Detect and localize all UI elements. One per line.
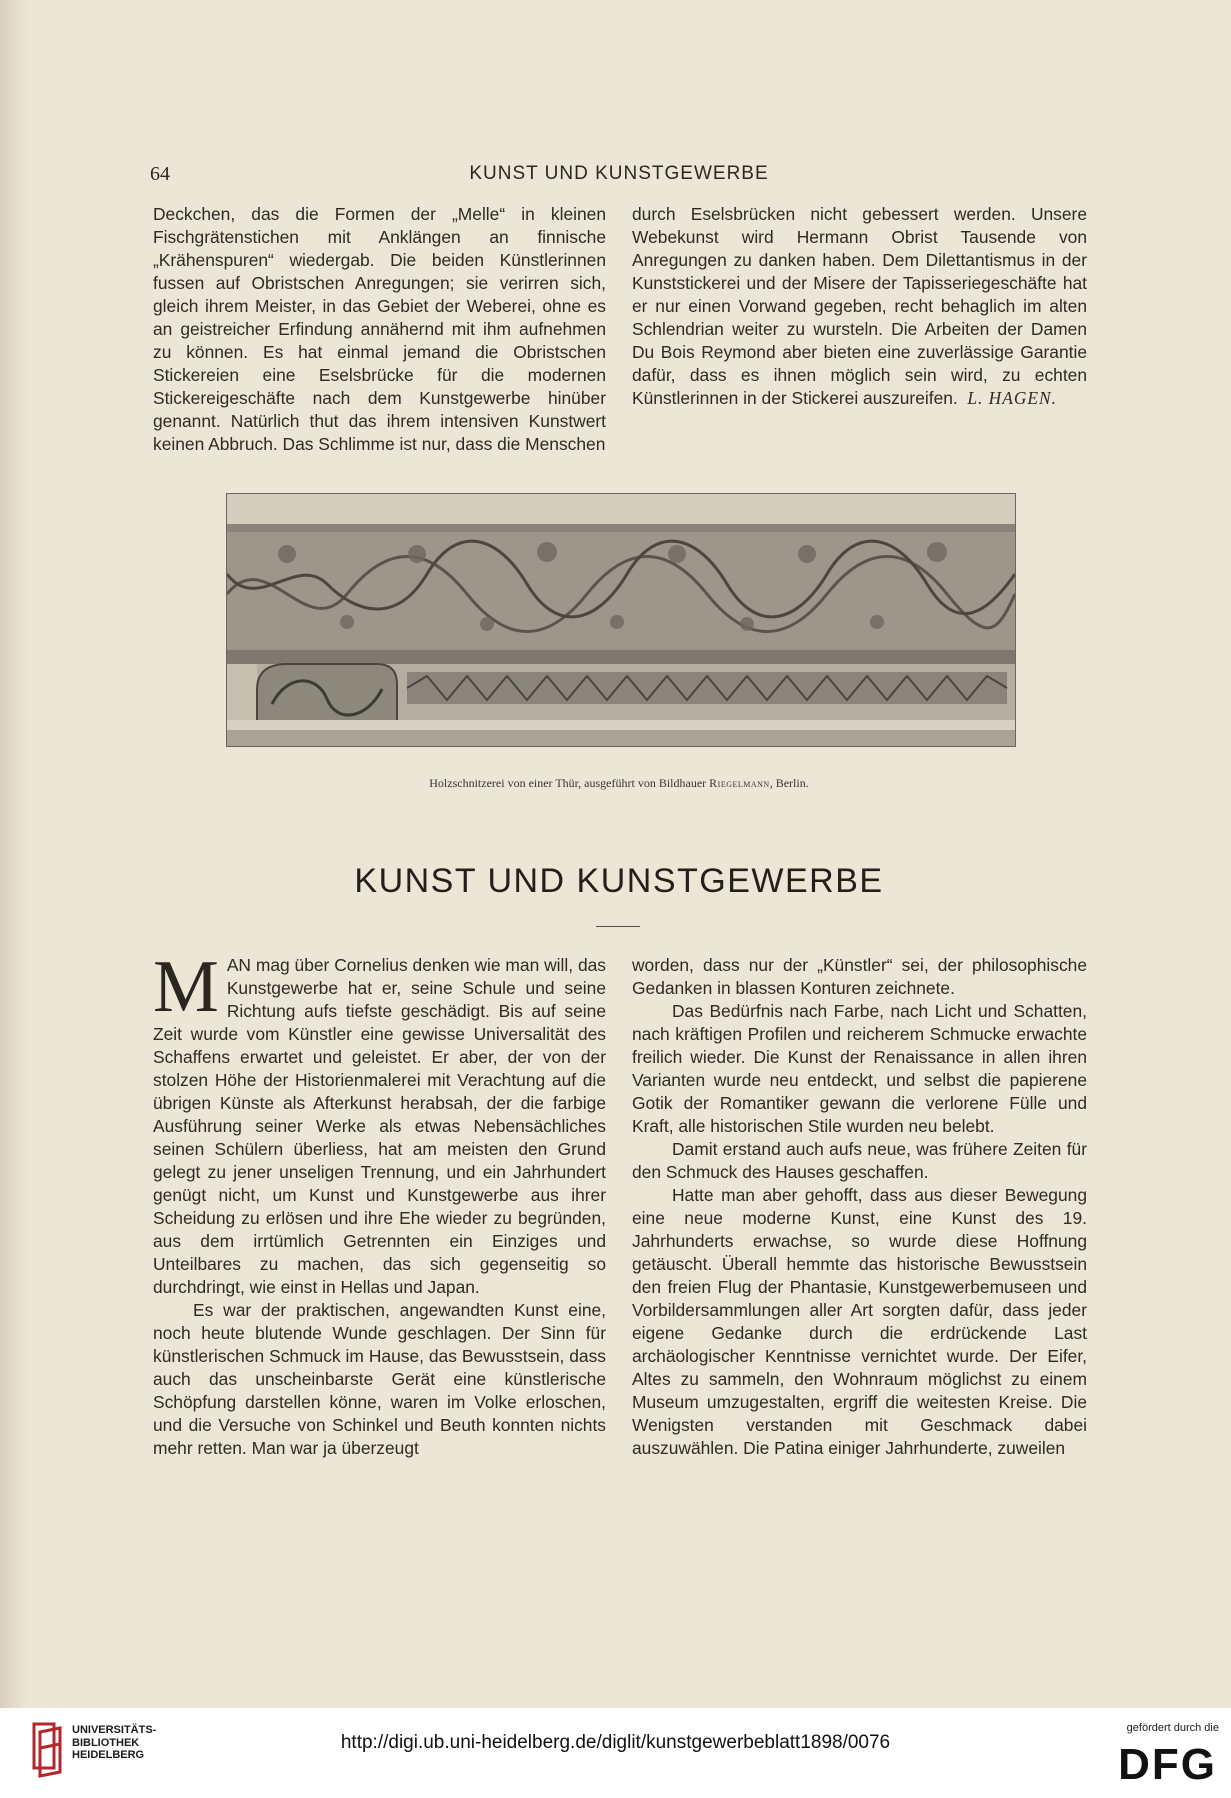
top-left-column: [153, 203, 606, 456]
author-signature: L. HAGEN.: [967, 388, 1057, 408]
dfg-logo: DFG: [1118, 1740, 1217, 1789]
paragraph-text: durch Eselsbrücken nicht gebessert werden. Unsere Webekunst wird Hermann Obrist Tausende von Anregungen zu danken haben. Dem Dilettantismus in der Kunststickerei und der Misere der Tapisseriegeschäfte hat er nur einen Vorwand gegeben, recht behaglich im alten Schlendrian weiter zu wursteln. Die Arbeiten der Damen Du Bois Reymond aber bieten eine zuverlässige Garantie dafür, dass es ihnen möglich sein wird, zu echten Künstlerinnen in der Stickerei auszureifen.: [632, 204, 1087, 408]
paragraph: worden, dass nur der „Künstler“ sei, der philosophische Gedanken in blassen Konturen zeichnete.: [632, 955, 1087, 998]
carved-frieze-image: [226, 493, 1016, 747]
library-line: BIBLIOTHEK: [72, 1736, 140, 1749]
paragraph: Deckchen, das die Formen der „Melle“ in kleinen Fischgrätenstichen mit Anklängen an finnische „Krähenspuren“ wiedergab. Die beiden Künstlerinnen fussen auf Obristschen Anregungen; sie verirren sich, gleich ihrem Meister, in das Gebiet der Weberei, ohne es an geistreicher Erfindung annähernd mit ihm aufnehmen zu können. Es hat einmal jemand die Obristschen Stickereien eine Eselsbrücke für die modernen Stickereigeschäfte nach dem Kunstgewerbe hinüber genannt. Natürlich thut das ihrem intensiven Kunstwert keinen Abbruch. Das Schlimme ist nur, dass die Menschen: [153, 204, 606, 454]
library-line: UNIVERSITÄTS-: [72, 1724, 157, 1736]
paragraph-text: AN mag über Cornelius denken wie man will, das Kunstgewerbe hat er, seine Schule und seine Richtung aufs tiefste geschädigt. Bis auf seine Zeit wurde vom Künstler eine gewisse Universalität des Schaffens erwartet und geleistet. Er aber, der von der stolzen Höhe der Historienmalerei mit Verachtung auf die übrigen Künste als Afterkunst herabsah, der die farbige Ausführung seiner Werke als etwas Nebensächliches seinen Schülern überliess, hat am meisten den Grund gelegt zu jener unseligen Trennung, und ein Jahrhundert genügt nicht, um Kunst und Kunstgewerbe aus ihrer Scheidung zu erlösen und ihre Ehe wieder zu begründen, aus dem irrtümlich Getrennten ein Einziges und Unteilbares zu machen, das sich gegenseitig so durchdringt, wie einst in Hellas und Japan.: [153, 955, 606, 1297]
top-right-column: [632, 203, 1087, 410]
running-title: KUNST UND KUNSTGEWERBE: [469, 163, 769, 184]
paragraph: Es war der praktischen, angewandten Kunst eine, noch heute blutende Wunde geschlagen. Der Sinn für künstlerischen Schmuck im Hause, das Bewusstsein, dass auch das unscheinbarste Gerät eine künstlerische Schöpfung darstellen könne, waren im Volke erloschen, und die Versuche von Schinkel und Beuth konnten nichts mehr retten. Man war ja überzeugt: [153, 1300, 606, 1458]
frieze-illustration: [227, 494, 1015, 746]
page-number: 64: [150, 163, 170, 185]
paragraph: [632, 203, 1087, 410]
permalink-url[interactable]: http://digi.ub.uni-heidelberg.de/diglit/kunstgewerbeblatt1898/0076: [340, 1732, 891, 1753]
paragraph: Das Bedürfnis nach Farbe, nach Licht und Schatten, nach kräftigen Profilen und reicherem Schmucke erwachte freilich wieder. Die Kunst der Renaissance in allen ihren Varianten wurde neu entdeckt, und selbst die papierene Gotik der Romantiker gewann die verlorene Fülle und Kraft, alle historischen Stile wurden neu belebt.: [632, 1001, 1087, 1136]
drop-cap: M: [153, 946, 219, 1028]
paragraph: Hatte man aber gehofft, dass aus dieser Bewegung eine neue moderne Kunst, eine Kunst des 19. Jahrhunderts erwachse, so wurde diese Hoffnung getäuscht. Überall hemmte das historische Bewusstsein den freien Flug der Phantasie, Kunstgewerbemuseen und Vorbildersammlungen aller Art sorgten dafür, dass jeder eigene Gedanke durch die erdrückende Last archäologischer Kenntnisse vernichtet wurde. Der Eifer, Altes zu sammeln, den Wohnraum möglichst zu einem Museum umzugestalten, ergriff die weitesten Kreise. Die Wenigsten verstanden mit Geschmack dabei auszuwählen. Die Patina einiger Jahrhunderte, zuweilen: [632, 1185, 1087, 1458]
figure-caption: [150, 776, 1088, 791]
caption-text: Holzschnitzerei von einer Thür, ausgeführt von Bildhauer: [429, 776, 707, 790]
funded-by-label: gefördert durch die: [1126, 1722, 1219, 1734]
page-gutter-shadow: [0, 0, 28, 1708]
paragraph: [153, 946, 606, 1299]
caption-artist: Riegelmann: [709, 776, 770, 790]
running-head: [150, 163, 1088, 189]
article-left-column: [153, 946, 606, 1460]
article-right-column: [632, 954, 1087, 1460]
paragraph: Damit erstand auch aufs neue, was frühere Zeiten für den Schmuck des Hauses geschaffen.: [632, 1139, 1087, 1182]
title-rule: [596, 926, 640, 927]
caption-suffix: , Berlin.: [769, 776, 809, 790]
library-line: HEIDELBERG: [72, 1749, 145, 1761]
article-title: KUNST UND KUNSTGEWERBE: [354, 862, 884, 900]
